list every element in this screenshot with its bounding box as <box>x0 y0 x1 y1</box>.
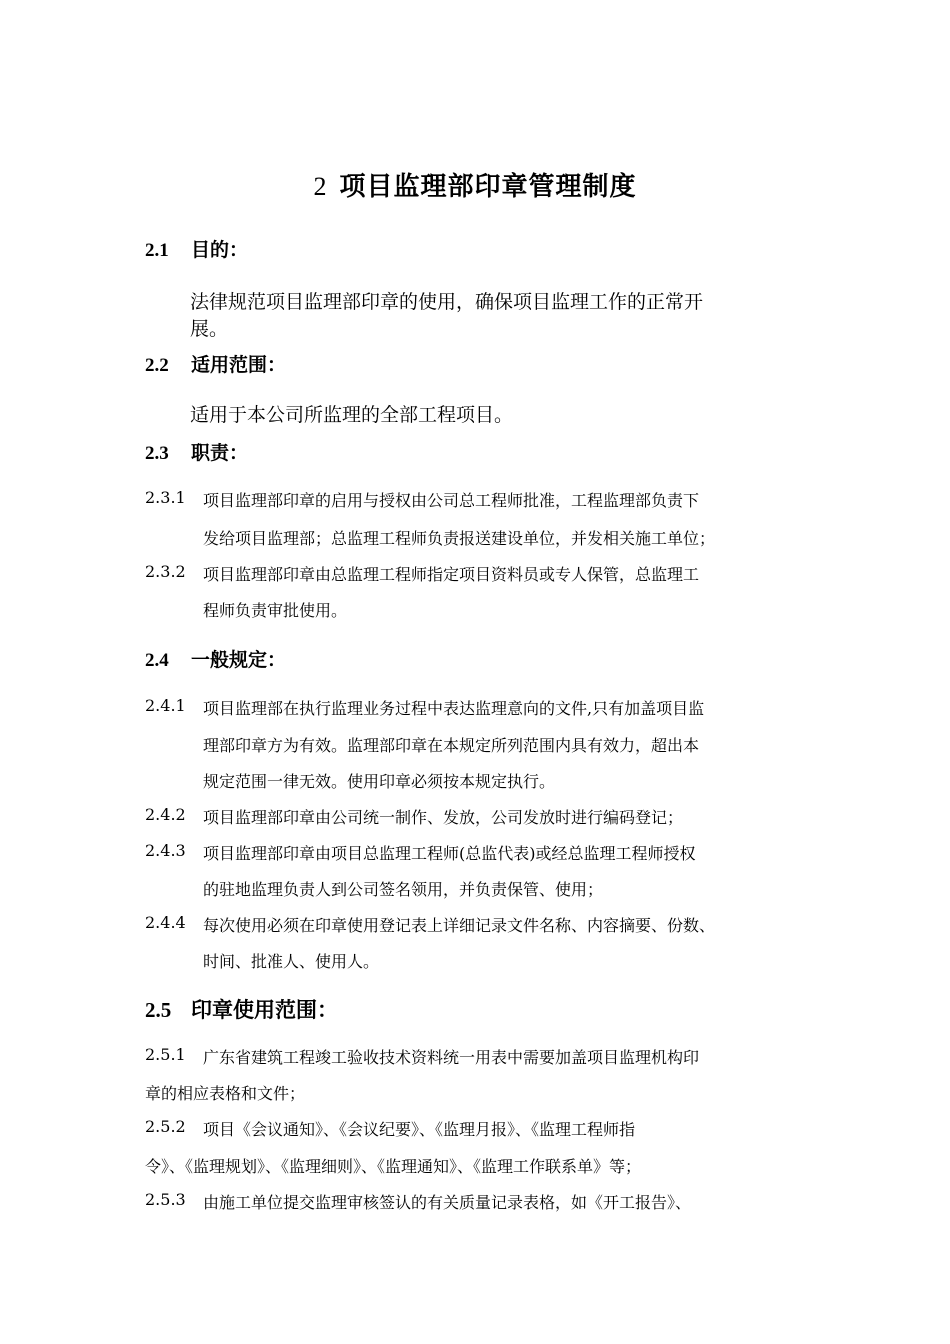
section-number: 2.4 <box>145 650 169 671</box>
item-number: 2.5.3 <box>145 1190 186 1209</box>
item-line: 项目监理部印章由总监理工程师指定项目资料员或专人保管，总监理工 <box>203 565 700 584</box>
title-text: 项目监理部印章管理制度 <box>339 172 637 202</box>
item-line-wrap: 令》、《监理规划》、《监理细则》、《监理通知》、《监理工作联系单》等； <box>145 1157 642 1176</box>
item-number: 2.4.4 <box>145 913 186 932</box>
item-number: 2.4.2 <box>145 805 186 824</box>
item-number: 2.3.1 <box>145 488 186 507</box>
item-number: 2.4.1 <box>145 696 186 715</box>
item-line: 的驻地监理负责人到公司签名领用，并负责保管、使用； <box>203 880 604 899</box>
item-line-wrap: 章的相应表格和文件； <box>145 1084 306 1103</box>
item-line: 项目《会议通知》、《会议纪要》、《监理月报》、《监理工程师指 <box>203 1120 636 1139</box>
item-line: 发给项目监理部；总监理工程师负责报送建设单位，并发相关施工单位； <box>203 529 716 548</box>
item-line: 每次使用必须在印章使用登记表上详细记录文件名称、内容摘要、份数、 <box>203 916 716 935</box>
item-line: 项目监理部印章的启用与授权由公司总工程师批准，工程监理部负责下 <box>203 491 700 510</box>
item-line: 理部印章方为有效。监理部印章在本规定所列范围内具有效力，超出本 <box>203 736 700 755</box>
section-number: 2.5 <box>145 998 172 1022</box>
section-number: 2.3 <box>145 443 169 464</box>
section-number: 2.2 <box>145 355 169 376</box>
item-number: 2.3.2 <box>145 562 186 581</box>
item-line: 项目监理部在执行监理业务过程中表达监理意向的文件,只有加盖项目监 <box>203 699 705 718</box>
section-heading-2-4 <box>145 645 286 672</box>
item-line: 程师负责审批使用。 <box>203 601 348 620</box>
section-heading-text: 一般规定： <box>191 649 287 671</box>
item-number: 2.5.1 <box>145 1045 186 1064</box>
section-heading-text: 目的： <box>191 239 249 261</box>
item-number: 2.4.3 <box>145 841 186 860</box>
item-line: 项目监理部印章由公司统一制作、发放，公司发放时进行编码登记； <box>203 808 684 827</box>
section-heading-2-2 <box>145 350 286 377</box>
item-line: 时间、批准人、使用人。 <box>203 952 380 971</box>
page-title <box>0 166 950 203</box>
title-number: 2 <box>313 172 328 201</box>
item-line: 广东省建筑工程竣工验收技术资料统一用表中需要加盖项目监理机构印 <box>203 1048 700 1067</box>
section-heading-2-1 <box>145 235 248 262</box>
section-heading-2-5 <box>145 994 338 1024</box>
item-number: 2.5.2 <box>145 1117 186 1136</box>
section-number: 2.1 <box>145 240 169 261</box>
section-heading-text: 适用范围： <box>191 354 287 376</box>
paragraph-line: 适用于本公司所监理的全部工程项目。 <box>190 404 514 426</box>
paragraph-line: 法律规范项目监理部印章的使用，确保项目监理工作的正常开 <box>190 291 704 313</box>
section-heading-2-3 <box>145 438 248 465</box>
section-heading-text: 职责： <box>191 442 249 464</box>
item-line: 规定范围一律无效。使用印章必须按本规定执行。 <box>203 772 556 791</box>
item-line: 由施工单位提交监理审核签认的有关质量记录表格，如《开工报告》、 <box>203 1193 692 1212</box>
paragraph-line: 展。 <box>190 318 229 340</box>
section-heading-text: 印章使用范围： <box>191 998 338 1022</box>
item-line: 项目监理部印章由项目总监理工程师(总监代表)或经总监理工程师授权 <box>203 844 696 863</box>
